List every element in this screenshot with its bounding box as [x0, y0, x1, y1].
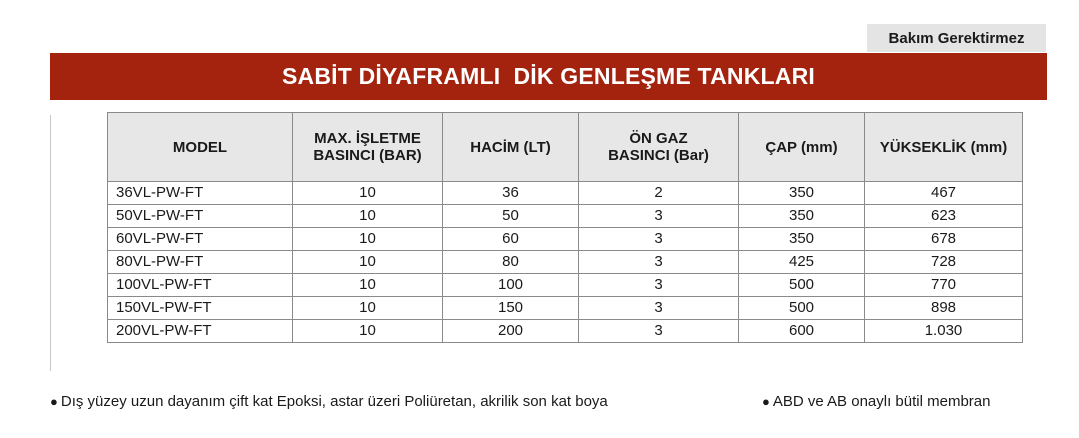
col-header-pre-charge: [579, 113, 739, 182]
cell-max-pressure: 10: [293, 251, 443, 274]
table-row: [108, 274, 1023, 297]
cell-volume: 100: [443, 274, 579, 297]
cell-diameter: 350: [739, 182, 865, 205]
divider: [50, 115, 51, 371]
cell-pre-charge: 3: [579, 320, 739, 343]
table-header-row: [108, 113, 1023, 182]
cell-volume: 60: [443, 228, 579, 251]
cell-model: 80VL-PW-FT: [108, 251, 293, 274]
cell-max-pressure: 10: [293, 320, 443, 343]
cell-pre-charge: 3: [579, 274, 739, 297]
cell-max-pressure: 10: [293, 297, 443, 320]
table-row: [108, 320, 1023, 343]
cell-pre-charge: 3: [579, 228, 739, 251]
cell-pre-charge: 3: [579, 251, 739, 274]
cell-model: 50VL-PW-FT: [108, 205, 293, 228]
cell-height: 898: [865, 297, 1023, 320]
cell-height: 770: [865, 274, 1023, 297]
cell-volume: 200: [443, 320, 579, 343]
bullet-icon: ●: [50, 394, 58, 409]
col-header-height: [865, 113, 1023, 182]
cell-diameter: 350: [739, 205, 865, 228]
table-row: [108, 205, 1023, 228]
col-header-max-pressure: [293, 113, 443, 182]
col-header-model-label: MODEL: [172, 138, 228, 156]
table-row: [108, 297, 1023, 320]
cell-model: 60VL-PW-FT: [108, 228, 293, 251]
cell-max-pressure: 10: [293, 228, 443, 251]
cell-max-pressure: 10: [293, 182, 443, 205]
page-title-text: SABİT DİYAFRAMLI DİK GENLEŞME TANKLARI: [282, 63, 815, 89]
spec-table: [107, 112, 1023, 343]
cell-height: 728: [865, 251, 1023, 274]
cell-pre-charge: 3: [579, 205, 739, 228]
cell-diameter: 500: [739, 274, 865, 297]
cell-volume: 150: [443, 297, 579, 320]
cell-pre-charge: 3: [579, 297, 739, 320]
bullet-icon: ●: [762, 394, 770, 409]
cell-model: 150VL-PW-FT: [108, 297, 293, 320]
cell-diameter: 500: [739, 297, 865, 320]
cell-max-pressure: 10: [293, 274, 443, 297]
footnote-membrane-text: ABD ve AB onaylı bütil membran: [772, 393, 991, 410]
col-header-height-label: YÜKSEKLİK (mm): [879, 138, 1008, 156]
cell-model: 200VL-PW-FT: [108, 320, 293, 343]
cell-model: 100VL-PW-FT: [108, 274, 293, 297]
col-header-model: [108, 113, 293, 182]
cell-height: 623: [865, 205, 1023, 228]
cell-volume: 36: [443, 182, 579, 205]
col-header-volume: [443, 113, 579, 182]
col-header-max-pressure-line1: MAX. İŞLETME: [314, 130, 421, 147]
footnote-coating: [50, 393, 608, 410]
footnote-coating-text: Dış yüzey uzun dayanım çift kat Epoksi, astar üzeri Poliüretan, akrilik son kat boya: [60, 393, 608, 410]
footnote-membrane: [762, 393, 990, 410]
col-header-max-pressure-line2: BASINCI (BAR): [313, 147, 422, 164]
col-header-diameter: [739, 113, 865, 182]
table-row: [108, 251, 1023, 274]
col-header-diameter-label: ÇAP (mm): [765, 138, 838, 156]
cell-pre-charge: 2: [579, 182, 739, 205]
cell-height: 1.030: [865, 320, 1023, 343]
col-header-volume-label: HACİM (LT): [470, 138, 551, 156]
table-row: [108, 182, 1023, 205]
cell-height: 467: [865, 182, 1023, 205]
cell-height: 678: [865, 228, 1023, 251]
cell-model: 36VL-PW-FT: [108, 182, 293, 205]
col-header-pre-charge-line2: BASINCI (Bar): [608, 147, 709, 164]
cell-diameter: 425: [739, 251, 865, 274]
cell-volume: 80: [443, 251, 579, 274]
spec-table-body: [108, 182, 1023, 343]
cell-max-pressure: 10: [293, 205, 443, 228]
cell-diameter: 600: [739, 320, 865, 343]
cell-volume: 50: [443, 205, 579, 228]
table-row: [108, 228, 1023, 251]
cell-diameter: 350: [739, 228, 865, 251]
col-header-pre-charge-line1: ÖN GAZ: [629, 130, 688, 147]
page-title: [50, 53, 1047, 100]
maintenance-free-badge: Bakım Gerektirmez: [867, 24, 1046, 52]
